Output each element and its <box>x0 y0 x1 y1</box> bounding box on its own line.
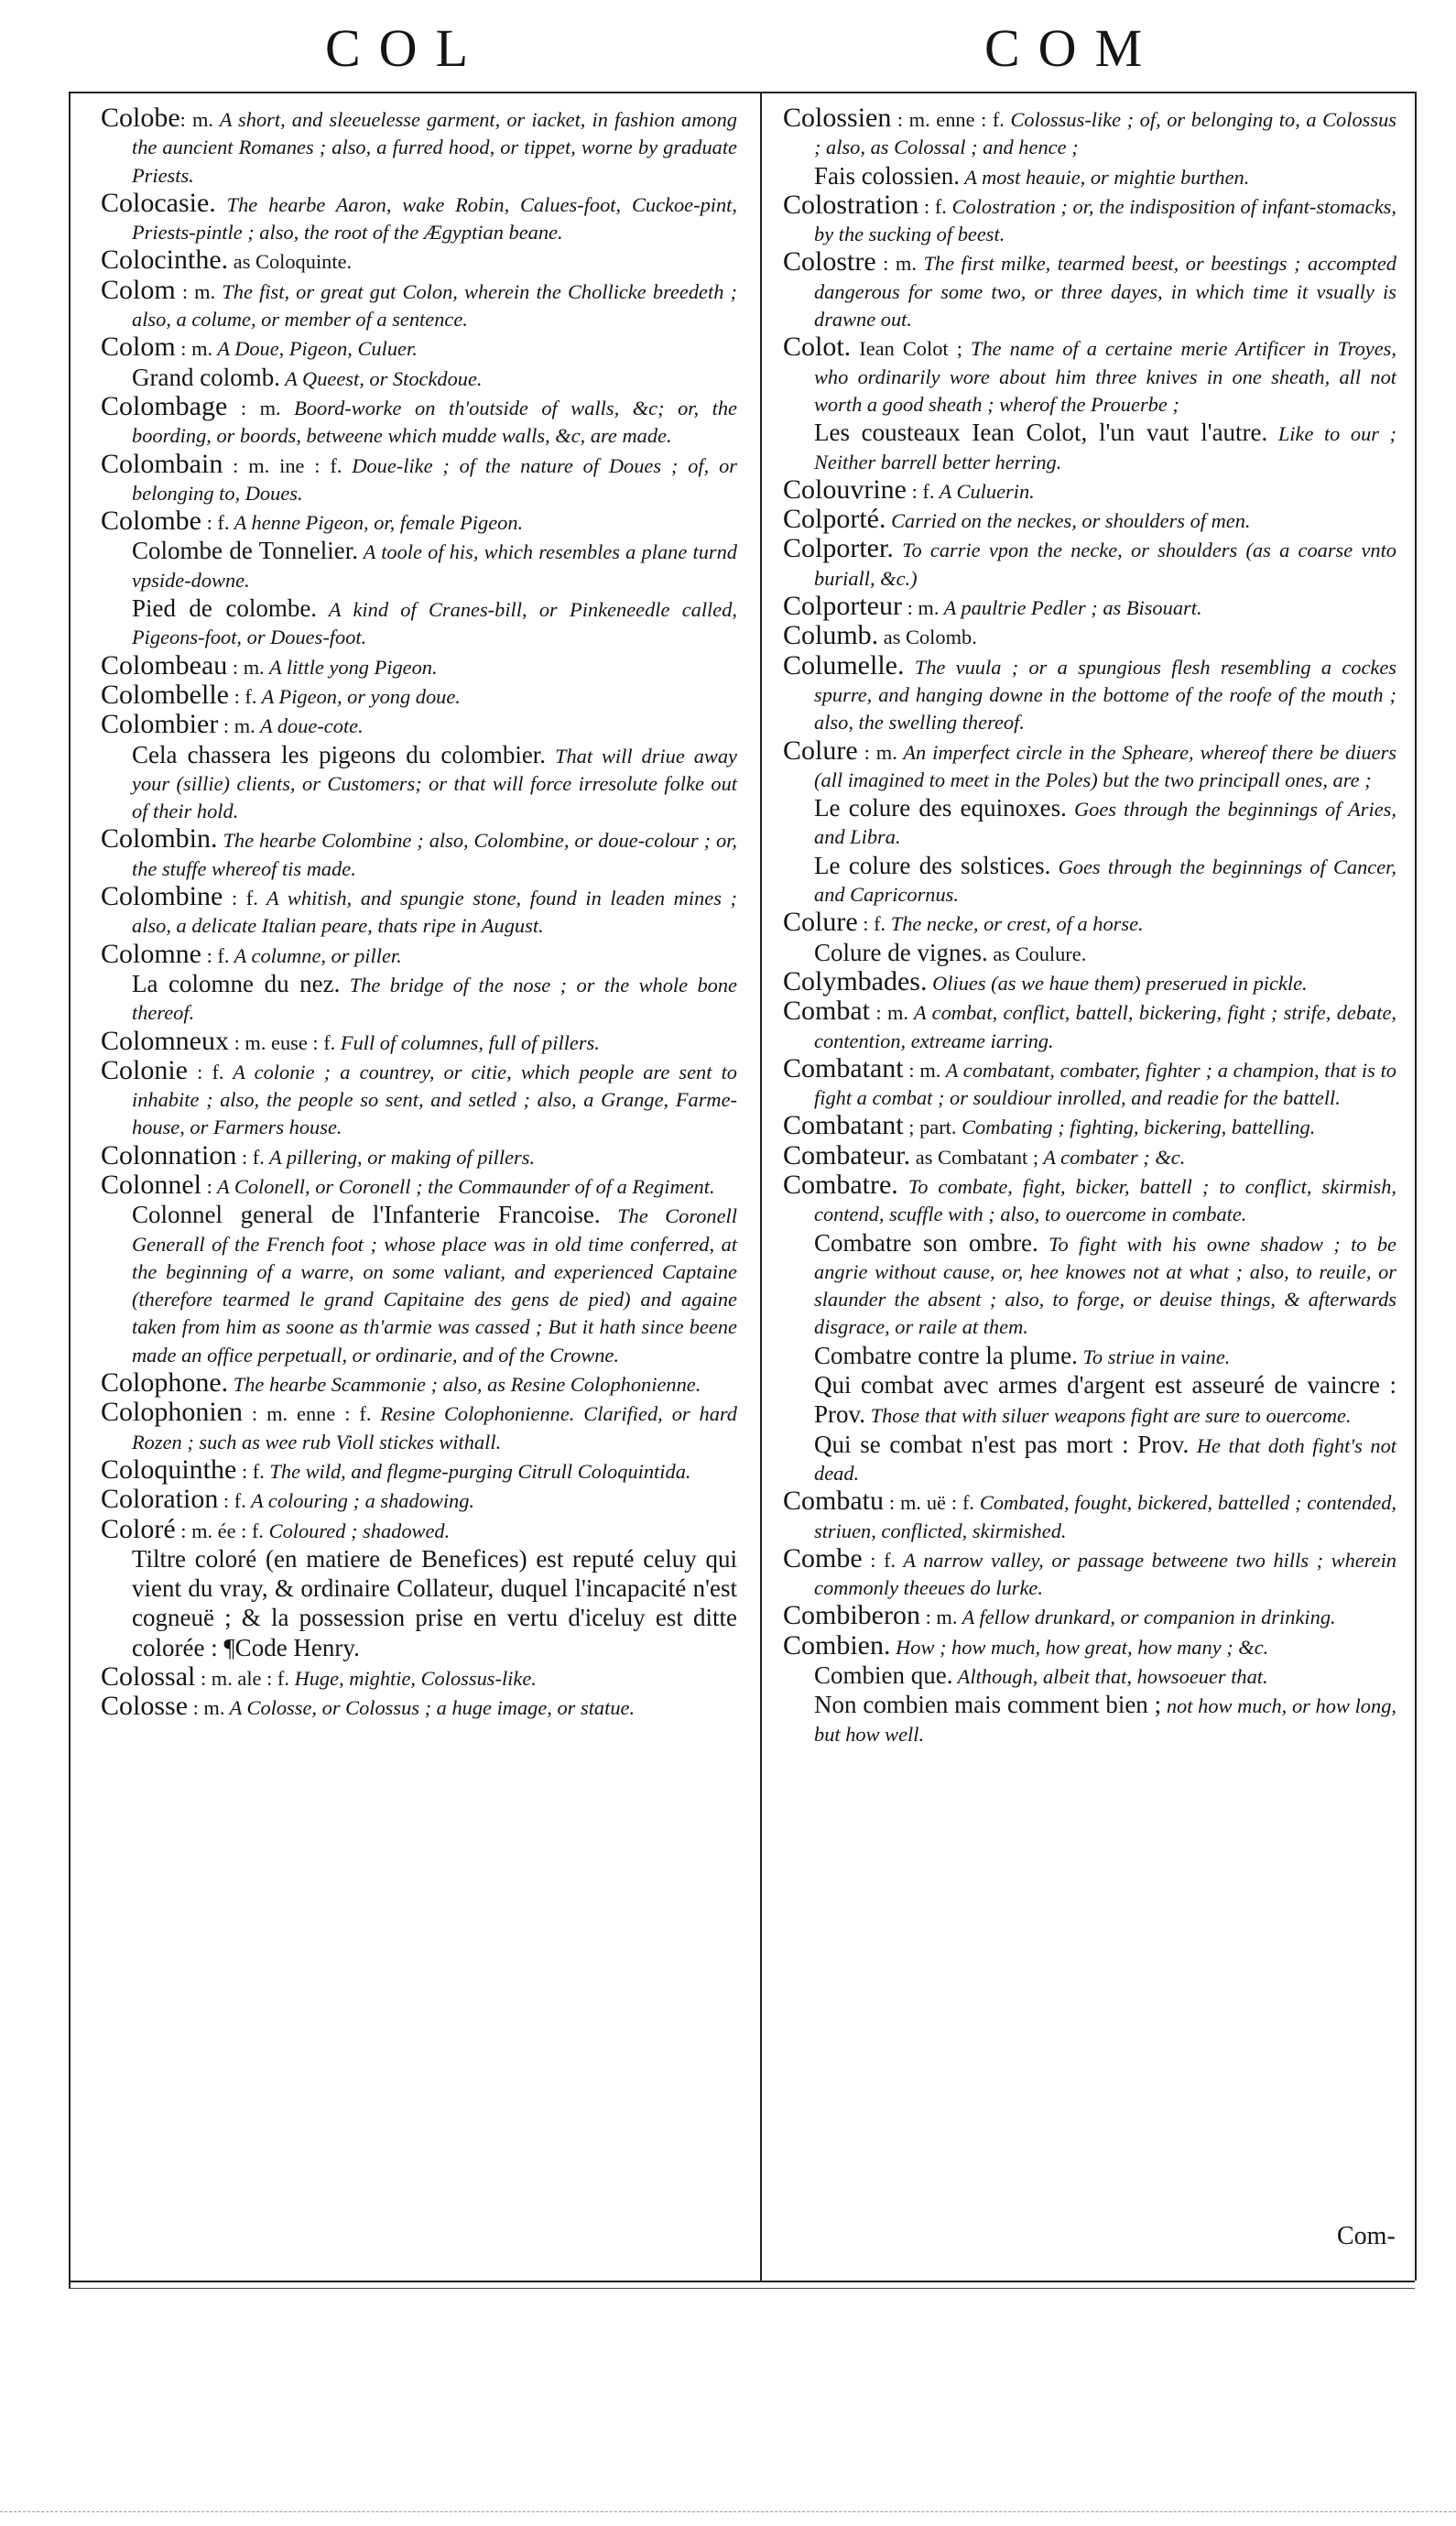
grammar-label: : m. <box>179 108 213 131</box>
definition: A whitish, and spungie stone, found in leaden mines ; also, a delicate Italian peare, thats ripe in August. <box>132 887 737 938</box>
headword: Colossien <box>783 103 892 133</box>
grammar-label: : f. <box>228 684 257 708</box>
dictionary-entry <box>101 825 737 883</box>
grammar-label: : m. <box>857 740 897 764</box>
grammar-label: : f. <box>201 943 230 967</box>
grammar-label: : f. <box>236 1145 265 1169</box>
running-head-left: COL <box>325 18 486 78</box>
grammar-label: : m. <box>920 1606 958 1629</box>
grammar-label: : f. <box>857 912 886 936</box>
definition: That will driue away your (sillie) clients, or Customers; or that will force irresolute folke out of their hold. <box>132 744 737 823</box>
headword: Colombage <box>101 390 228 421</box>
headword: Colombin. <box>101 823 218 855</box>
headword: Colombier <box>101 709 219 740</box>
definition: The wild, and flegme-purging Citrull Coloquintida. <box>264 1459 691 1483</box>
dictionary-entry <box>101 649 737 681</box>
headword: Combien. <box>783 1629 891 1660</box>
grammar-label: as Coloquinte. <box>228 250 353 274</box>
headword: Les cousteaux Iean Colot, l'un vaut l'autre. <box>814 419 1268 447</box>
dictionary-entry <box>783 1542 1396 1603</box>
headword: Le colure des solstices. <box>814 851 1051 879</box>
definition: not how much, or how long, but how well. <box>814 1694 1396 1746</box>
definition: Goes through the beginnings of Cancer, and Capricornus. <box>814 855 1396 907</box>
grammar-label: : m. ale : f. <box>195 1667 289 1691</box>
dictionary-entry <box>101 1139 737 1171</box>
dictionary-entry <box>783 593 1396 622</box>
grammar-label: : f. <box>218 1489 246 1513</box>
headword: Colymbades. <box>783 965 928 996</box>
dictionary-entry <box>101 390 737 451</box>
sub-entry <box>101 970 737 1028</box>
grammar-label: : m. <box>188 1696 225 1720</box>
headword: Colossal <box>101 1661 196 1693</box>
headword: Colombelle <box>101 679 229 710</box>
definition: A Pigeon, or yong doue. <box>256 684 461 708</box>
grammar-label: : m. <box>175 279 216 303</box>
headword: Colonnel general de l'Infanterie Francoise. <box>132 1201 601 1229</box>
headword: Combien que. <box>814 1661 953 1690</box>
column-divider <box>760 92 762 2281</box>
definition: Those that with siluer weapons fight are sure to ouercome. <box>865 1404 1352 1428</box>
headword: Colonie <box>101 1054 188 1085</box>
headword: Colophonien <box>101 1397 243 1428</box>
definition: A most heauie, or mightie burthen. <box>960 165 1250 189</box>
dictionary-entry <box>101 681 737 711</box>
sub-entry <box>783 1342 1396 1371</box>
sub-entry <box>783 852 1396 909</box>
headword: Colonnel <box>101 1169 201 1200</box>
grammar-label: : m. uë : f. <box>884 1491 975 1515</box>
grammar-label: : <box>201 1174 212 1198</box>
headword: Colomneux <box>101 1025 229 1056</box>
definition: The necke, or crest, of a horse. <box>886 912 1144 936</box>
grammar-label: : m. <box>875 252 917 276</box>
dictionary-entry <box>783 104 1396 162</box>
definition: A short, and sleeuelesse garment, or iacket, in fashion among the auncient Romanes ; also, a furred hood, or tippet, worne by graduate Priests. <box>132 108 737 187</box>
dictionary-entry <box>101 274 737 334</box>
headword: Tiltre coloré (en matiere de Benefices) est reputé celuy qui vient du vray, & ordinaire Collateur, duquel l'incapacité n'est cogneuë ; & la possession prise en vertu d'iceluy est ditte colorée : ¶Code Henry. <box>132 1544 737 1661</box>
dictionary-entry <box>101 448 737 508</box>
headword: Grand colomb. <box>132 363 280 391</box>
sub-entry <box>783 162 1396 191</box>
sub-entry <box>101 1545 737 1663</box>
dictionary-entry <box>101 246 737 276</box>
running-head-right: COM <box>984 18 1161 78</box>
headword: Colure <box>783 907 858 938</box>
definition: The name of a certaine merie Artificer in Troyes, who ordinarily wore about him three knives in one sheath, all not worth a good sheath ; wherof the Prouerbe ; <box>814 337 1396 416</box>
grammar-label: : m. <box>227 655 265 679</box>
definition: Full of columnes, full of pillers. <box>335 1030 600 1054</box>
headword: Colophone. <box>101 1367 229 1399</box>
headword: Colouvrine <box>783 474 907 505</box>
dictionary-entry <box>783 535 1396 593</box>
headword: Colure <box>783 735 858 766</box>
dictionary-entry <box>101 507 737 537</box>
headword: Combatre contre la plume. <box>814 1341 1078 1369</box>
headword: Colombeau <box>101 649 228 680</box>
grammar-label: : f. <box>862 1548 896 1572</box>
dictionary-entry <box>783 1139 1396 1171</box>
definition: A doue-cote. <box>255 714 364 738</box>
definition: A combatant, combater, fighter ; a champion, that is to fight a combat ; or souldiour inrolled, and readie for the battell. <box>814 1058 1396 1110</box>
headword: Colocinthe. <box>101 245 229 276</box>
headword: Combatre son ombre. <box>814 1228 1038 1257</box>
definition: Huge, mightie, Colossus-like. <box>288 1667 537 1691</box>
headword: Colporté. <box>783 504 886 535</box>
headword: Non combien mais comment bien ; <box>814 1691 1162 1719</box>
dictionary-entry <box>783 333 1396 419</box>
dictionary-entry <box>783 191 1396 249</box>
definition: Carried on the neckes, or shoulders of men. <box>886 509 1251 533</box>
definition: The Coronell Generall of the French foot ; whose place was in old time conferred, at the beginning of a warre, on some valiant, and experienced Captaine (therefore tearmed le grand Capitaine des gens de pied) and againe taken from him as soone as th'armie was cassed ; But it hath since beene made an office perpetuall, or ordinarie, and of the Crowne. <box>132 1204 737 1366</box>
definition: To combate, fight, bicker, battell ; to conflict, skirmish, contend, scuffle with ; also, to ouercome in combate. <box>814 1174 1396 1226</box>
headword: La colomne du nez. <box>132 969 341 997</box>
grammar-label: : f. <box>201 511 230 535</box>
dictionary-entry <box>101 1693 737 1722</box>
sub-entry <box>101 594 737 652</box>
dictionary-entry <box>101 938 737 970</box>
headword: Pied de colombe. <box>132 594 318 623</box>
sub-entry <box>101 537 737 594</box>
sub-entry <box>783 1691 1396 1748</box>
definition: The hearbe Scammonie ; also, as Resine Colophonienne. <box>228 1373 701 1397</box>
headword: Combiberon <box>783 1600 920 1631</box>
headword: Columelle. <box>783 649 905 680</box>
definition: To fight with his owne shadow ; to be angrie without cause, or, hee knowes not at what ; also, to reuile, or slaunder the absent ; also, to forge, or deuise things, & afterwards disgrace, or raile at them. <box>814 1232 1396 1339</box>
definition: A pillering, or making of pillers. <box>264 1145 536 1169</box>
definition: How ; how much, how great, how many ; &c. <box>890 1635 1269 1659</box>
headword: Combatu <box>783 1486 884 1517</box>
definition: The hearbe Aaron, wake Robin, Calues-foot, Cuckoe-pint, Priests-pintle ; also, the root of the Ægyptian beane. <box>132 192 737 245</box>
definition: Resine Colophonienne. Clarified, or hard Rozen ; such as wee rub Violl stickes withall. <box>132 1402 737 1454</box>
definition: A columne, or piller. <box>229 943 402 967</box>
dictionary-entry <box>101 104 737 190</box>
grammar-label: : f. <box>907 479 935 503</box>
dictionary-entry <box>783 965 1396 997</box>
headword: Colobe <box>101 103 180 133</box>
dictionary-entry <box>783 622 1396 651</box>
definition: Coloured ; shadowed. <box>264 1519 451 1542</box>
headword: Colot. <box>783 332 852 363</box>
grammar-label: : m. euse : f. <box>229 1030 336 1054</box>
grammar-label: : m. enne : f. <box>243 1402 372 1426</box>
dictionary-entry <box>101 711 737 740</box>
definition: A kind of Cranes-bill, or Pinkeneedle called, Pigeons-foot, or Doues-foot. <box>132 598 737 649</box>
grammar-label: : m. <box>903 1058 941 1082</box>
dictionary-entry <box>101 1456 737 1486</box>
headword: Colure de vignes. <box>814 938 988 966</box>
dictionary-entry <box>101 187 737 247</box>
definition: Goes through the beginnings of Aries, and Libra. <box>814 798 1396 849</box>
definition: Colossus-like ; of, or belonging to, a Colossus ; also, as Colossal ; and hence ; <box>814 108 1396 159</box>
grammar-label: : m. <box>175 337 213 361</box>
catchword: Com- <box>1337 2222 1396 2250</box>
definition: A Colosse, or Colossus ; a huge image, or statue. <box>224 1696 636 1720</box>
dictionary-entry <box>783 1171 1396 1229</box>
definition: Oliues (as we haue them) preserued in pickle. <box>927 971 1308 995</box>
headword: Colporteur <box>783 591 902 622</box>
definition: The first milke, tearmed beest, or beestings ; accompted dangerous for some two, or three dayes, in which time it vsually is drawne out. <box>814 252 1396 332</box>
definition: A paultrie Pedler ; as Bisouart. <box>939 596 1202 620</box>
headword: Combatant <box>783 1110 904 1141</box>
headword: Qui se combat n'est pas mort : Prov. <box>814 1430 1190 1458</box>
grammar-label: as Coulure. <box>987 942 1087 965</box>
definition: A fellow drunkard, or companion in drinking. <box>957 1606 1336 1629</box>
definition: A toole of his, which resembles a plane turnd vpside-downe. <box>132 540 737 592</box>
dictionary-entry <box>101 333 737 363</box>
dictionary-entry <box>783 737 1396 795</box>
dictionary-entry <box>783 248 1396 333</box>
headword: Le colure des equinoxes. <box>814 794 1067 822</box>
headword: Colom <box>101 274 176 305</box>
definition: Colostration ; or, the indisposition of infant-stomacks, by the sucking of beest. <box>814 194 1396 246</box>
definition: Like to our ; Neither barrell better herring. <box>814 422 1397 474</box>
definition: A colouring ; a shadowing. <box>245 1489 475 1513</box>
headword: Qui combat avec armes d'argent est asseuré de vaincre : Prov. <box>814 1371 1396 1429</box>
headword: Colom <box>101 332 176 363</box>
grammar-label: : m. <box>901 596 940 620</box>
dictionary-entry <box>101 883 737 941</box>
definition: Doue-like ; of the nature of Doues ; of, or belonging to, Doues. <box>132 453 737 505</box>
definition: Combated, fought, bickered, battelled ; contended, striuen, conflicted, skirmished. <box>814 1491 1396 1542</box>
dictionary-entry <box>101 1663 737 1693</box>
grammar-label: as Combatant ; <box>910 1145 1039 1169</box>
headword: Colomne <box>101 938 201 969</box>
headword: Combe <box>783 1542 863 1573</box>
definition: To carrie vpon the necke, or shoulders (as a coarse vnto buriall, &c.) <box>814 539 1396 590</box>
headword: Coloquinthe <box>101 1454 237 1485</box>
dictionary-entry <box>101 1513 737 1545</box>
grammar-label: : m. ine : f. <box>223 453 342 477</box>
grammar-label: : f. <box>188 1060 224 1083</box>
grammar-label: : m. <box>218 714 255 738</box>
sub-entry <box>101 741 737 826</box>
definition: A narrow valley, or passage betweene two hills ; wherein commonly theeues do lurke. <box>814 1548 1396 1600</box>
definition: A combater ; &c. <box>1038 1145 1186 1169</box>
grammar-label: : m. <box>227 396 281 419</box>
grammar-label: Iean Colot ; <box>851 337 962 361</box>
definition: Boord-worke on th'outside of walls, &c; or, the boording, or boords, betweene which mudde walls, &c, are made. <box>132 396 737 448</box>
grammar-label: : m. <box>870 1001 909 1025</box>
definition: The vuula ; or a spungious flesh resembling a cockes spurre, and hanging downe in the bottome of the roofe of the mouth ; also, the swelling thereof. <box>814 655 1396 735</box>
headword: Combatant <box>783 1052 904 1083</box>
headword: Coloration <box>101 1484 219 1515</box>
sub-entry <box>783 794 1396 852</box>
headword: Colombine <box>101 881 223 912</box>
dictionary-entry <box>783 997 1396 1055</box>
dictionary-entry <box>783 1052 1396 1113</box>
sub-entry <box>101 1201 737 1369</box>
dictionary-entry <box>101 1171 737 1201</box>
grammar-label: ; part. <box>903 1116 957 1139</box>
grammar-label: : f. <box>918 194 947 218</box>
sub-entry <box>783 1431 1396 1488</box>
grammar-label: : m. ée : f. <box>175 1519 265 1542</box>
headword: Columb. <box>783 620 879 651</box>
definition: A little yong Pigeon. <box>264 655 438 679</box>
definition: A colonie ; a countrey, or citie, which people are sent to inhabite ; also, the people so sent, and setled ; also, a Grange, Farme-house, or Farmers house. <box>132 1060 737 1139</box>
dictionary-entry <box>101 1369 737 1399</box>
sub-entry <box>783 419 1396 476</box>
dictionary-entry <box>783 1112 1396 1141</box>
bottom-rule-thin <box>69 2288 1415 2289</box>
headword: Combateur. <box>783 1139 911 1170</box>
headword: Combatre. <box>783 1169 898 1200</box>
headword: Colombe de Tonnelier. <box>132 537 358 565</box>
definition: The hearbe Colombine ; also, Colombine, or doue-colour ; or, the stuffe whereof tis made. <box>132 829 737 880</box>
grammar-label: as Colomb. <box>878 626 977 649</box>
headword: Colocasie. <box>101 187 216 218</box>
dictionary-entry <box>101 1399 737 1456</box>
grammar-label: : f. <box>236 1459 265 1483</box>
headword: Colporter. <box>783 533 894 564</box>
dictionary-entry <box>783 506 1396 535</box>
definition: The bridge of the nose ; or the whole bone thereof. <box>132 973 737 1025</box>
headword: Colombe <box>101 506 201 537</box>
headword: Colostre <box>783 246 876 278</box>
dictionary-entry <box>101 1486 737 1515</box>
sub-entry <box>783 1661 1396 1691</box>
dictionary-entry <box>783 476 1396 506</box>
definition: To striue in vaine. <box>1077 1345 1231 1368</box>
grammar-label: : m. enne : f. <box>891 108 1005 131</box>
dictionary-entry <box>101 1025 737 1057</box>
definition: A Queest, or Stockdoue. <box>279 366 483 390</box>
definition: He that doth fight's not dead. <box>814 1433 1397 1485</box>
definition: A Colonell, or Coronell ; the Commaunder of of a Regiment. <box>212 1174 715 1198</box>
headword: Cela chassera les pigeons du colombier. <box>132 740 547 768</box>
grammar-label: : f. <box>223 887 258 910</box>
sub-entry <box>783 1229 1396 1342</box>
definition: A Doue, Pigeon, Culuer. <box>212 337 418 361</box>
left-column <box>101 104 737 1723</box>
right-column <box>783 104 1396 1748</box>
sub-entry <box>101 364 737 393</box>
headword: Colostration <box>783 189 919 220</box>
definition: The fist, or great gut Colon, wherein the Chollicke breedeth ; also, a colume, or member of a sentence. <box>132 279 737 332</box>
definition: A Culuerin. <box>934 479 1035 503</box>
dictionary-entry <box>783 1487 1396 1545</box>
definition: A combat, conflict, battell, bickering, fight ; strife, debate, contention, extreame iarring. <box>814 1001 1396 1052</box>
left-border-rule <box>69 92 71 2288</box>
definition: An imperfect circle in the Spheare, whereof there be diuers (all imagined to meet in the Poles) but the two principall ones, are ; <box>814 740 1397 791</box>
dictionary-entry <box>783 1602 1396 1631</box>
sub-entry <box>783 1371 1396 1431</box>
definition: Combating ; fighting, bickering, battelling. <box>956 1116 1316 1139</box>
headword: Colosse <box>101 1691 189 1722</box>
definition: Although, albeit that, howsoeuer that. <box>952 1665 1268 1689</box>
headword: Colonnation <box>101 1139 237 1170</box>
right-border-rule <box>1415 92 1417 2281</box>
headword: Colombain <box>101 448 223 479</box>
headword: Combat <box>783 996 870 1027</box>
dictionary-entry <box>783 909 1396 938</box>
bottom-rule <box>69 2281 1415 2282</box>
dictionary-entry <box>783 1629 1396 1661</box>
sub-entry <box>783 939 1396 968</box>
dictionary-entry <box>783 649 1396 737</box>
headword: Fais colossien. <box>814 161 960 190</box>
dictionary-entry <box>101 1054 737 1142</box>
page-edge <box>0 2511 1456 2512</box>
definition: A henne Pigeon, or, female Pigeon. <box>229 511 524 535</box>
headword: Coloré <box>101 1513 176 1544</box>
top-rule <box>69 92 1415 93</box>
